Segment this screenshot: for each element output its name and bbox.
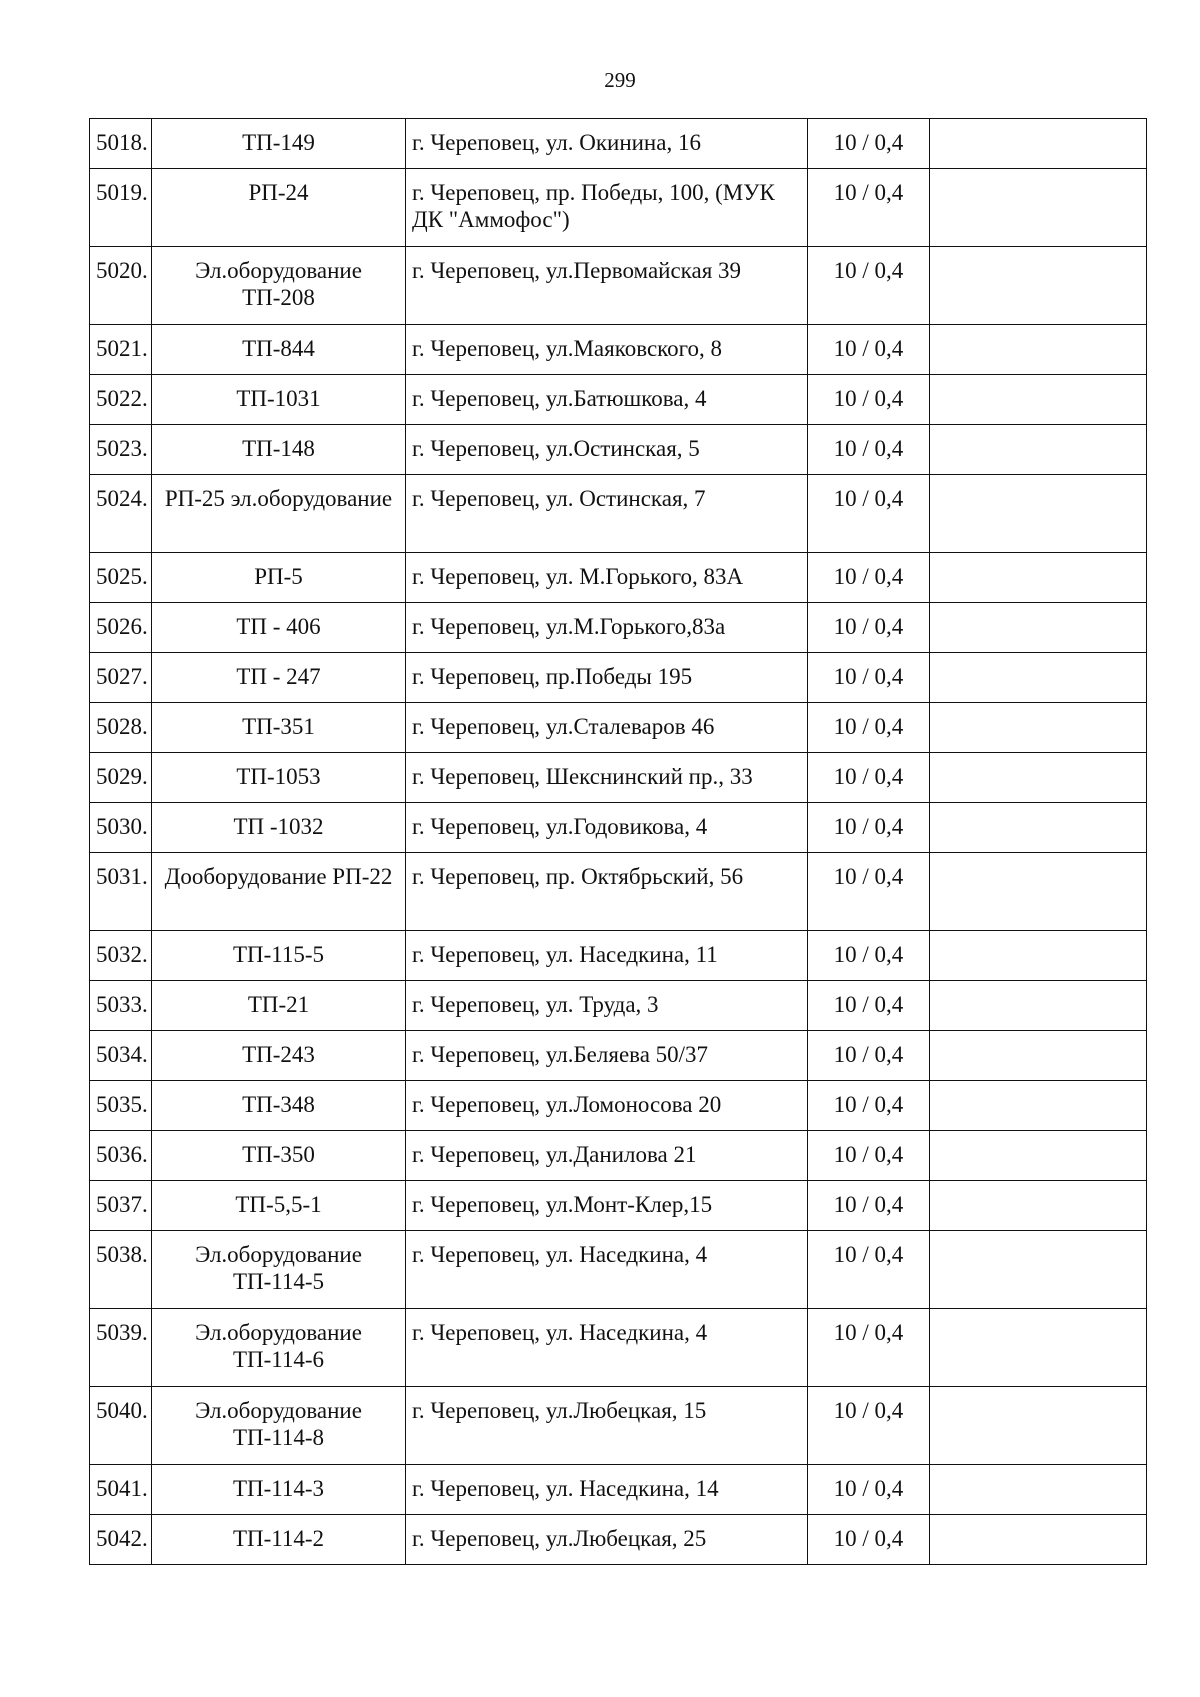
row-number: 5034.	[90, 1031, 152, 1081]
equipment-name: ТП-348	[152, 1081, 406, 1131]
note-cell	[930, 1131, 1147, 1181]
equipment-name: ТП-148	[152, 425, 406, 475]
row-number: 5031.	[90, 853, 152, 931]
note-cell	[930, 1515, 1147, 1565]
voltage-class: 10 / 0,4	[808, 1231, 930, 1309]
row-number: 5018.	[90, 119, 152, 169]
voltage-class: 10 / 0,4	[808, 853, 930, 931]
voltage-class: 10 / 0,4	[808, 753, 930, 803]
note-cell	[930, 425, 1147, 475]
equipment-address: г. Череповец, ул. Окинина, 16	[406, 119, 808, 169]
page-number: 299	[604, 68, 636, 92]
row-number: 5022.	[90, 375, 152, 425]
equipment-name: ТП-5,5-1	[152, 1181, 406, 1231]
row-number: 5024.	[90, 475, 152, 553]
equipment-address: г. Череповец, ул. Наседкина, 11	[406, 931, 808, 981]
table-row	[90, 653, 1147, 703]
voltage-class: 10 / 0,4	[808, 1031, 930, 1081]
equipment-name: РП-24	[152, 169, 406, 247]
note-cell	[930, 653, 1147, 703]
voltage-class: 10 / 0,4	[808, 1465, 930, 1515]
voltage-class: 10 / 0,4	[808, 325, 930, 375]
equipment-address: г. Череповец, ул.Маяковского, 8	[406, 325, 808, 375]
row-number: 5041.	[90, 1465, 152, 1515]
equipment-address: г. Череповец, ул.Данилова 21	[406, 1131, 808, 1181]
row-number: 5020.	[90, 247, 152, 325]
equipment-name: ТП-351	[152, 703, 406, 753]
voltage-class: 10 / 0,4	[808, 1131, 930, 1181]
voltage-class: 10 / 0,4	[808, 475, 930, 553]
equipment-name: Эл.оборудование ТП-114-6	[152, 1309, 406, 1387]
table-row	[90, 119, 1147, 169]
table-row	[90, 1131, 1147, 1181]
equipment-address: г. Череповец, ул.Беляева 50/37	[406, 1031, 808, 1081]
note-cell	[930, 1181, 1147, 1231]
equipment-address: г. Череповец, ул. Остинская, 7	[406, 475, 808, 553]
table-row	[90, 425, 1147, 475]
note-cell	[930, 931, 1147, 981]
note-cell	[930, 475, 1147, 553]
row-number: 5028.	[90, 703, 152, 753]
equipment-name: ТП-243	[152, 1031, 406, 1081]
table-row	[90, 603, 1147, 653]
equipment-name: ТП -1032	[152, 803, 406, 853]
note-cell	[930, 1387, 1147, 1465]
row-number: 5025.	[90, 553, 152, 603]
voltage-class: 10 / 0,4	[808, 1387, 930, 1465]
note-cell	[930, 703, 1147, 753]
note-cell	[930, 603, 1147, 653]
row-number: 5039.	[90, 1309, 152, 1387]
row-number: 5037.	[90, 1181, 152, 1231]
table-row	[90, 1031, 1147, 1081]
table-row	[90, 703, 1147, 753]
note-cell	[930, 325, 1147, 375]
row-number: 5042.	[90, 1515, 152, 1565]
voltage-class: 10 / 0,4	[808, 169, 930, 247]
row-number: 5036.	[90, 1131, 152, 1181]
equipment-name: ТП-115-5	[152, 931, 406, 981]
equipment-address: г. Череповец, пр.Победы 195	[406, 653, 808, 703]
voltage-class: 10 / 0,4	[808, 931, 930, 981]
equipment-name: ТП - 406	[152, 603, 406, 653]
row-number: 5033.	[90, 981, 152, 1031]
equipment-address: г. Череповец, ул.Ломоносова 20	[406, 1081, 808, 1131]
voltage-class: 10 / 0,4	[808, 803, 930, 853]
row-number: 5040.	[90, 1387, 152, 1465]
equipment-name: ТП-149	[152, 119, 406, 169]
equipment-address: г. Череповец, ул.Сталеваров 46	[406, 703, 808, 753]
equipment-address: г. Череповец, ул. Труда, 3	[406, 981, 808, 1031]
note-cell	[930, 553, 1147, 603]
note-cell	[930, 119, 1147, 169]
equipment-table	[89, 118, 1147, 1565]
row-number: 5019.	[90, 169, 152, 247]
equipment-address: г. Череповец, пр. Победы, 100, (МУК ДК "Аммофос")	[406, 169, 808, 247]
note-cell	[930, 1081, 1147, 1131]
equipment-address: г. Череповец, пр. Октябрьский, 56	[406, 853, 808, 931]
equipment-name: ТП - 247	[152, 653, 406, 703]
voltage-class: 10 / 0,4	[808, 1081, 930, 1131]
row-number: 5027.	[90, 653, 152, 703]
table-row	[90, 931, 1147, 981]
row-number: 5029.	[90, 753, 152, 803]
table-row	[90, 753, 1147, 803]
table-row	[90, 853, 1147, 931]
voltage-class: 10 / 0,4	[808, 425, 930, 475]
equipment-name: ТП-114-2	[152, 1515, 406, 1565]
note-cell	[930, 247, 1147, 325]
equipment-name: ТП-350	[152, 1131, 406, 1181]
equipment-address: г. Череповец, ул.Любецкая, 25	[406, 1515, 808, 1565]
table-row	[90, 1231, 1147, 1309]
equipment-name: Дооборудование РП-22	[152, 853, 406, 931]
voltage-class: 10 / 0,4	[808, 1309, 930, 1387]
equipment-address: г. Череповец, ул. Наседкина, 4	[406, 1231, 808, 1309]
equipment-name: ТП-21	[152, 981, 406, 1031]
voltage-class: 10 / 0,4	[808, 1181, 930, 1231]
equipment-address: г. Череповец, ул.Монт-Клер,15	[406, 1181, 808, 1231]
table-row	[90, 803, 1147, 853]
table-row	[90, 475, 1147, 553]
row-number: 5030.	[90, 803, 152, 853]
equipment-name: Эл.оборудование ТП-208	[152, 247, 406, 325]
table-row	[90, 325, 1147, 375]
equipment-name: ТП-1031	[152, 375, 406, 425]
row-number: 5032.	[90, 931, 152, 981]
equipment-name: Эл.оборудование ТП-114-8	[152, 1387, 406, 1465]
table-row	[90, 1465, 1147, 1515]
equipment-address: г. Череповец, ул. Наседкина, 4	[406, 1309, 808, 1387]
note-cell	[930, 981, 1147, 1031]
table-row	[90, 247, 1147, 325]
note-cell	[930, 853, 1147, 931]
row-number: 5026.	[90, 603, 152, 653]
table-row	[90, 553, 1147, 603]
equipment-name: ТП-1053	[152, 753, 406, 803]
equipment-name: Эл.оборудование ТП-114-5	[152, 1231, 406, 1309]
equipment-address: г. Череповец, ул.М.Горького,83а	[406, 603, 808, 653]
equipment-address: г. Череповец, Шекснинский пр., 33	[406, 753, 808, 803]
equipment-address: г. Череповец, ул.Любецкая, 15	[406, 1387, 808, 1465]
row-number: 5035.	[90, 1081, 152, 1131]
note-cell	[930, 1309, 1147, 1387]
note-cell	[930, 169, 1147, 247]
voltage-class: 10 / 0,4	[808, 119, 930, 169]
equipment-name: РП-5	[152, 553, 406, 603]
equipment-name: РП-25 эл.оборудование	[152, 475, 406, 553]
table-row	[90, 1181, 1147, 1231]
note-cell	[930, 1231, 1147, 1309]
note-cell	[930, 375, 1147, 425]
equipment-address: г. Череповец, ул.Остинская, 5	[406, 425, 808, 475]
row-number: 5021.	[90, 325, 152, 375]
equipment-address: г. Череповец, ул. Наседкина, 14	[406, 1465, 808, 1515]
table-row	[90, 981, 1147, 1031]
table-row	[90, 1081, 1147, 1131]
equipment-address: г. Череповец, ул. М.Горького, 83А	[406, 553, 808, 603]
equipment-address: г. Череповец, ул.Батюшкова, 4	[406, 375, 808, 425]
voltage-class: 10 / 0,4	[808, 247, 930, 325]
voltage-class: 10 / 0,4	[808, 981, 930, 1031]
note-cell	[930, 753, 1147, 803]
voltage-class: 10 / 0,4	[808, 553, 930, 603]
equipment-address: г. Череповец, ул.Первомайская 39	[406, 247, 808, 325]
row-number: 5038.	[90, 1231, 152, 1309]
row-number: 5023.	[90, 425, 152, 475]
voltage-class: 10 / 0,4	[808, 703, 930, 753]
table-row	[90, 1309, 1147, 1387]
voltage-class: 10 / 0,4	[808, 375, 930, 425]
table-row	[90, 1387, 1147, 1465]
equipment-name: ТП-844	[152, 325, 406, 375]
voltage-class: 10 / 0,4	[808, 1515, 930, 1565]
voltage-class: 10 / 0,4	[808, 653, 930, 703]
table-row	[90, 375, 1147, 425]
voltage-class: 10 / 0,4	[808, 603, 930, 653]
note-cell	[930, 1465, 1147, 1515]
table-row	[90, 1515, 1147, 1565]
note-cell	[930, 803, 1147, 853]
table-row	[90, 169, 1147, 247]
equipment-address: г. Череповец, ул.Годовикова, 4	[406, 803, 808, 853]
equipment-name: ТП-114-3	[152, 1465, 406, 1515]
note-cell	[930, 1031, 1147, 1081]
